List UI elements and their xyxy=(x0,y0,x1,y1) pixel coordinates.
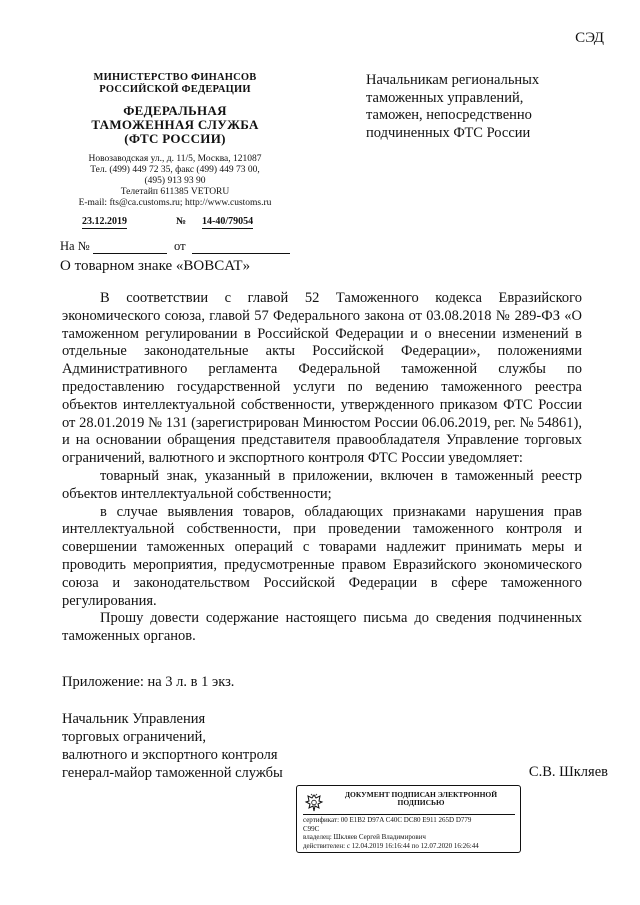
body-paragraph: В соответствии с главой 52 Таможенного кодекса Евразийского экономического союза, главой 57 Федерального закона от 03.08.2018 № 289-ФЗ «О таможенном регулировании в Российской Федерации и о внесении изменений в отдельные законодательные акты Российской Федерации», положениями Административного регламента Федеральной таможенной службы по предоставлению государственной услуги по ведению таможенного реестра объектов интеллектуальной собственности, утвержденного приказом ФТС России от 28.01.2019 № 131 (зарегистрирован Минюстом России 06.06.2019, рег. № 54861), и на основании обращения представителя правообладателя Управление торговых ограничений, валютного и экспортного контроля ФТС России уведомляет: xyxy=(62,290,582,467)
stamp-certificate: сертификат: 00 E1B2 D97A C40C DC80 E911 265D D779 xyxy=(303,816,472,824)
eagle-emblem-icon xyxy=(303,792,325,814)
ministry-name: МИНИСТЕРСТВО ФИНАНСОВ РОССИЙСКОЙ ФЕДЕРАЦИИ xyxy=(93,72,257,95)
signatory-name: С.В. Шкляев xyxy=(528,764,608,780)
agency-address: Новозаводская ул., д. 11/5, Москва, 121087 Тел. (499) 449 72 35, факс (499) 449 73 00, (495) 913 93 90 Телетайп 611385 VETORU E-mail: fts@ca.customs.ru; http://www.customs.ru xyxy=(78,154,272,208)
reference-number-label: На № xyxy=(60,239,90,253)
stamp-validity: действителен: с 12.04.2019 16:16:44 по 12.07.2020 16:26:44 xyxy=(303,841,479,850)
registration-number: 14-40/79054 xyxy=(202,216,254,227)
agency-name: ФЕДЕРАЛЬНАЯ ТАМОЖЕННАЯ СЛУЖБА (ФТС РОССИИ) xyxy=(91,103,259,146)
body-paragraph: Прошу довести содержание настоящего письма до сведения подчиненных таможенных органов. xyxy=(62,610,582,645)
stamp-owner: владелец: Шкляев Сергей Владимирович xyxy=(303,833,426,842)
body-paragraph: товарный знак, указанный в приложении, включен в таможенный реестр объектов интеллектуальной собственности; xyxy=(62,467,582,502)
registration-number-sign: № xyxy=(176,216,187,227)
stamp-certificate-cont: C99C xyxy=(303,824,320,833)
addressee: Начальникам региональных таможенных управлений, таможен, непосредственно подчиненных ФТС России xyxy=(366,72,540,141)
signatory-position: Начальник Управления торговых ограничений, валютного и экспортного контроля генерал-майор таможенной службы xyxy=(62,711,283,781)
reference-date-blank xyxy=(192,253,290,254)
body-paragraph: в случае выявления товаров, обладающих признаками нарушения прав интеллектуальной собственности, при проведении таможенного контроля и совершении таможенных операций с товарами надлежит принимать меры и проводить мероприятия, предусмотренные правом Евразийского экономического союза и законодательством Российской Федерации в сфере таможенного регулирования. xyxy=(62,503,582,609)
appendix-note: Приложение: на 3 л. в 1 экз. xyxy=(62,674,235,690)
reference-date-label: от xyxy=(174,239,186,253)
stamp-title: ДОКУМЕНТ ПОДПИСАН ЭЛЕКТРОННОЙ ПОДПИСЬЮ xyxy=(344,790,498,808)
letter-body xyxy=(62,290,582,646)
document-system-mark: СЭД xyxy=(575,30,604,46)
letter-subject: О товарном знаке «BOBCAT» xyxy=(60,258,251,274)
reference-number-blank xyxy=(93,253,167,254)
registration-date: 23.12.2019 xyxy=(82,216,127,227)
letterhead xyxy=(60,72,290,209)
stamp-details xyxy=(303,816,517,850)
stamp-divider xyxy=(303,814,515,815)
electronic-signature-stamp xyxy=(296,785,521,853)
